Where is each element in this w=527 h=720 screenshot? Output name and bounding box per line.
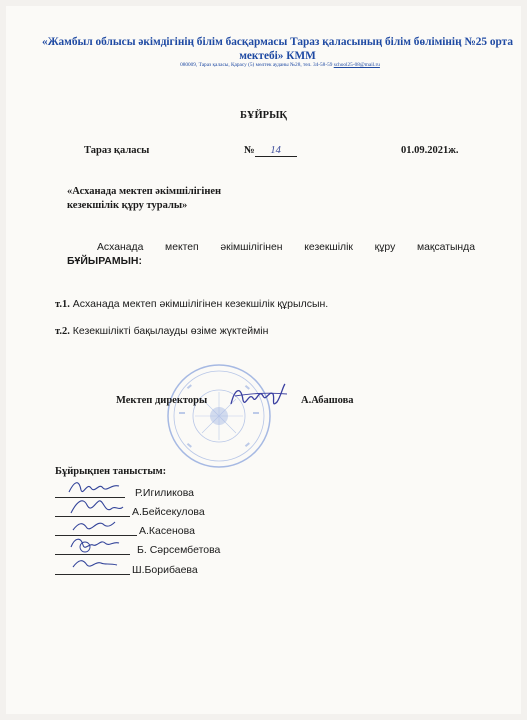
acknowledgement-row (55, 561, 255, 577)
number-value: 14 (255, 145, 297, 157)
order-item-1 (55, 298, 328, 310)
document-number (244, 145, 297, 157)
item-text: Асханада мектеп әкімшілігінен кезекшілік құрылсын. (72, 298, 329, 310)
acknowledger-name: А.Касенова (139, 525, 195, 537)
item-number: т.1. (55, 299, 70, 310)
item-text: Кезекшілікті бақылауды өзіме жүктеймін (72, 325, 269, 337)
acknowledger-name: Р.Игиликова (135, 487, 195, 499)
email-link[interactable]: school25-08@mail.ru (333, 62, 380, 68)
address-text: 080009, Тараз қаласы, Қарасу (5) мөлтек ауданы №28, тел. 34-58-59 (180, 62, 334, 68)
acknowledger-name: Ш.Борибаева (132, 564, 198, 576)
document-date: 01.09.2021ж. (401, 145, 459, 156)
order-word: БҰЙЫРАМЫН: (67, 255, 142, 267)
acknowledgement-title: Бұйрықпен таныстым: (55, 466, 167, 477)
director-name: А.Абашова (301, 395, 354, 406)
order-item-2 (55, 325, 268, 337)
subject-line-1: «Асханада мектеп әкімшілігінен (67, 186, 222, 197)
acknowledger-name: А.Бейсекулова (132, 506, 205, 518)
intro-text: Асханада мектеп әкімшілігінен кезекшілік құру мақсатында (97, 242, 475, 253)
organization-address (60, 62, 500, 68)
item-number: т.2. (55, 326, 70, 337)
acknowledger-name: Б. Сәрсембетова (137, 544, 221, 556)
subject-line-2: кезекшілік құру туралы» (67, 200, 188, 211)
handwritten-signature (65, 553, 125, 575)
director-title: Мектеп директоры (116, 395, 208, 406)
document-type: БҰЙРЫҚ (239, 110, 288, 121)
number-label: № (244, 145, 255, 156)
director-signature (225, 378, 295, 418)
document-subject (67, 185, 221, 213)
organization-title: «Жамбыл облысы әкімдігінің білім басқармасы Тараз қаласының білім бөлімінің №25 орта мектебі» КММ (42, 36, 513, 62)
document-city: Тараз қаласы (84, 145, 150, 156)
